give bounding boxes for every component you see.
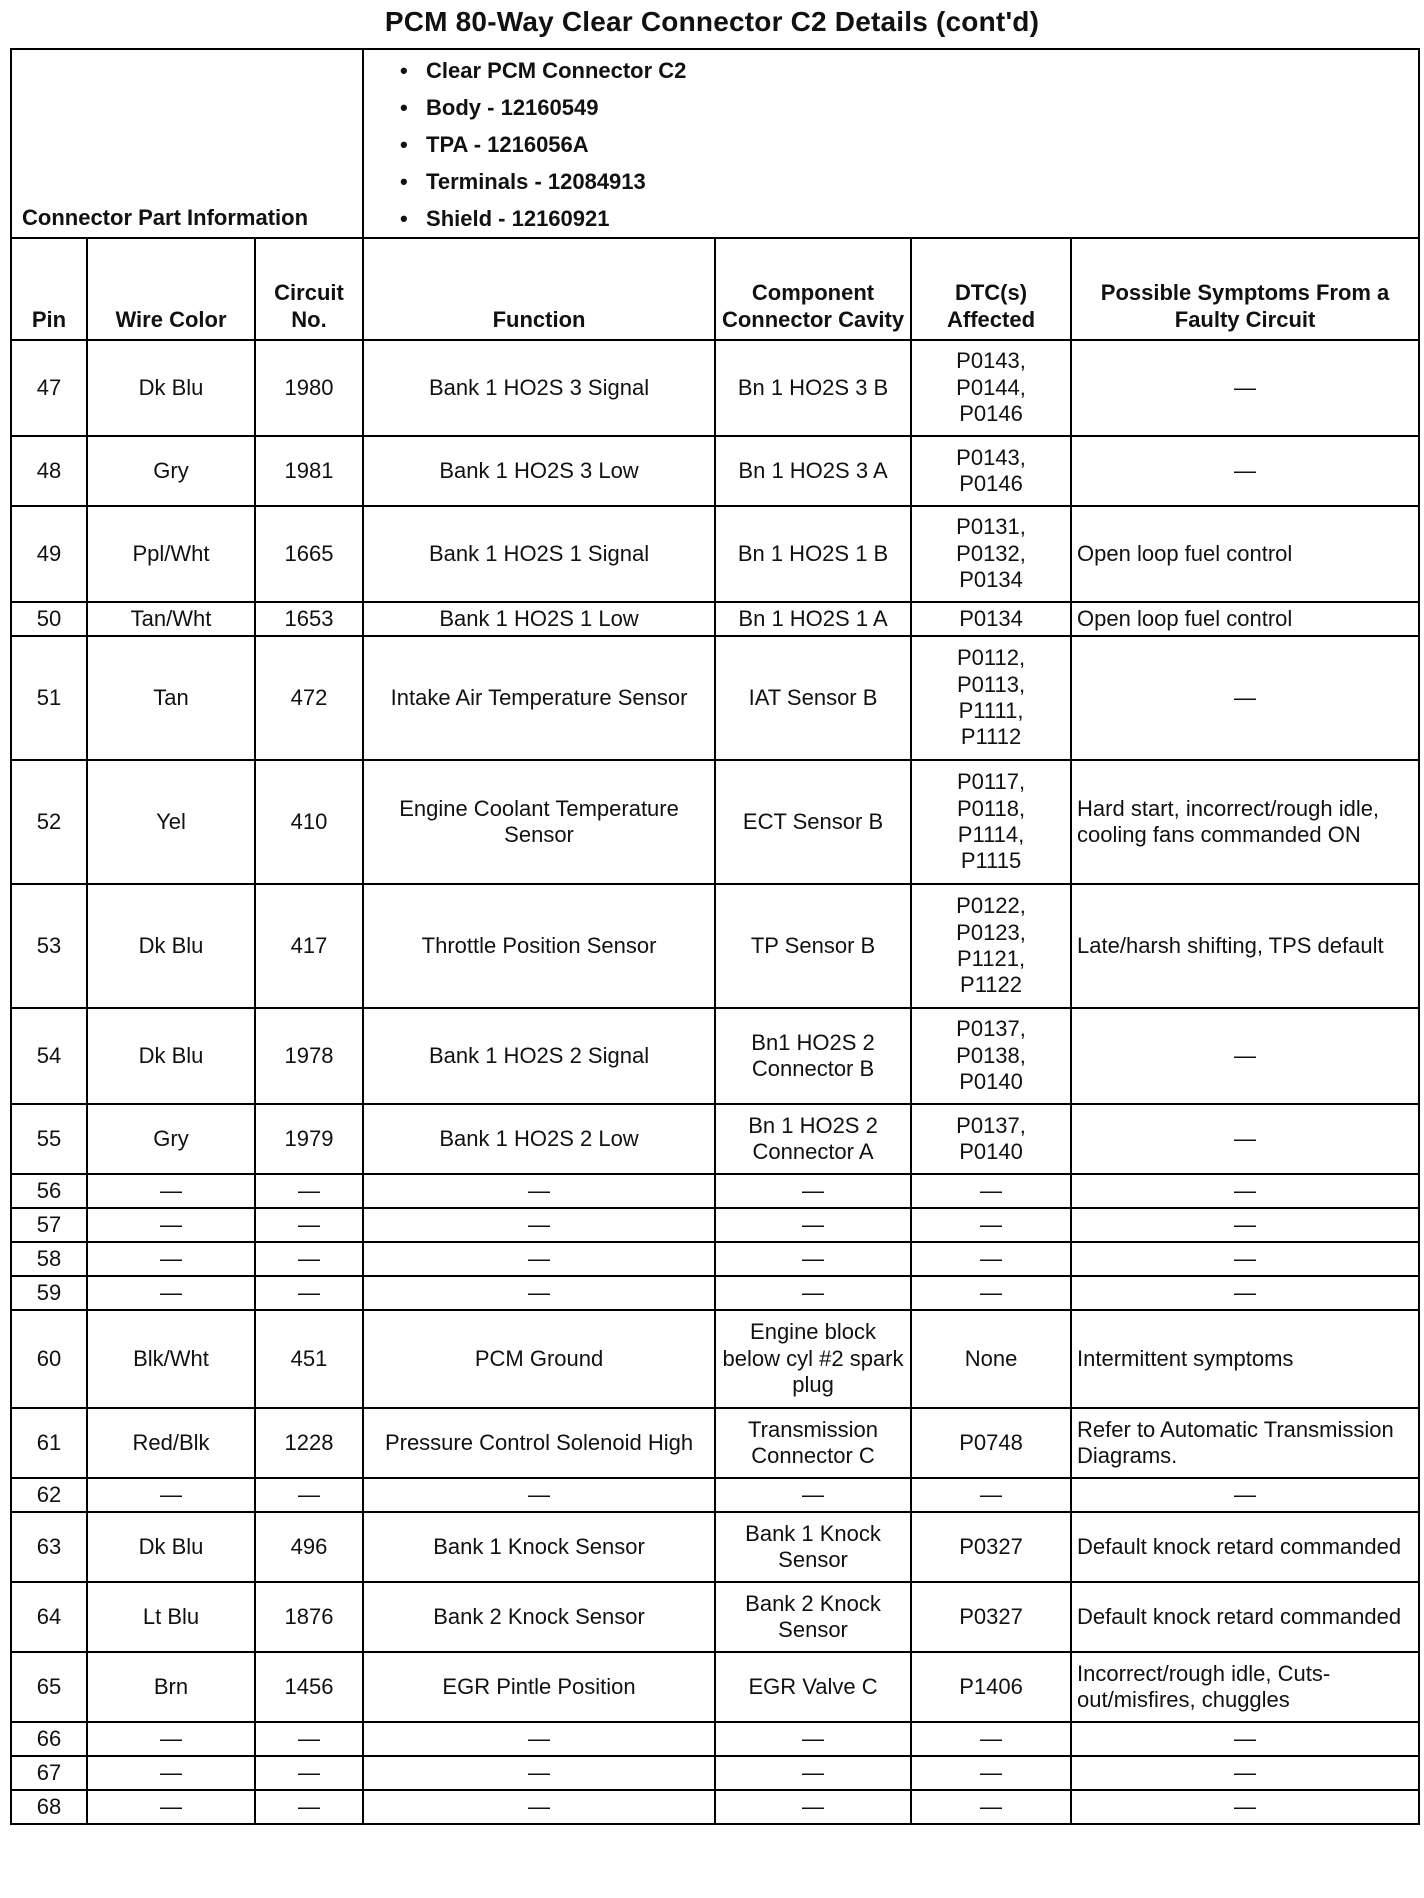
cell-pin: 55 — [11, 1104, 87, 1174]
cell-wire-color: Brn — [87, 1652, 255, 1722]
cell-symptoms: — — [1071, 1478, 1419, 1512]
connector-info-item: • Terminals - 12084913 — [400, 163, 1418, 200]
cell-function: — — [363, 1478, 715, 1512]
cell-pin: 48 — [11, 436, 87, 506]
cell-cavity: — — [715, 1722, 911, 1756]
cell-circuit-no: 1980 — [255, 340, 363, 436]
cell-pin: 59 — [11, 1276, 87, 1310]
dtc-code: — — [980, 1211, 1003, 1237]
table-row — [11, 1276, 1419, 1310]
connector-info-label: Connector Part Information — [11, 49, 363, 238]
cell-wire-color: Lt Blu — [87, 1582, 255, 1652]
dtc-code: P1112 — [960, 724, 1022, 750]
cell-pin: 53 — [11, 884, 87, 1008]
table-row — [11, 884, 1419, 1008]
cell-wire-color: — — [87, 1478, 255, 1512]
dtc-code: P0113, — [956, 671, 1026, 697]
cell-wire-color: — — [87, 1722, 255, 1756]
cell-wire-color: — — [87, 1174, 255, 1208]
cell-wire-color: Yel — [87, 760, 255, 884]
dtc-code: P0146 — [959, 471, 1023, 496]
cell-cavity: Engine block below cyl #2 spark plug — [715, 1310, 911, 1408]
cell-wire-color: — — [87, 1242, 255, 1276]
dtc-code: P0140 — [959, 1069, 1023, 1095]
cell-pin: 65 — [11, 1652, 87, 1722]
table-row — [11, 1478, 1419, 1512]
dtc-code: P0137, — [956, 1112, 1026, 1138]
header-symptoms: Possible Symptoms From a Faulty Circuit — [1071, 238, 1419, 340]
cell-circuit-no: — — [255, 1276, 363, 1310]
cell-dtc — [911, 1408, 1071, 1478]
cell-cavity: Bn 1 HO2S 3 B — [715, 340, 911, 436]
cell-pin: 61 — [11, 1408, 87, 1478]
cell-symptoms: Default knock retard commanded — [1071, 1582, 1419, 1652]
cell-dtc — [911, 1008, 1071, 1104]
cell-circuit-no: 1653 — [255, 602, 363, 636]
cell-dtc — [911, 340, 1071, 436]
cell-wire-color: Blk/Wht — [87, 1310, 255, 1408]
cell-symptoms: — — [1071, 1104, 1419, 1174]
cell-wire-color: Dk Blu — [87, 1512, 255, 1582]
cell-dtc — [911, 1722, 1071, 1756]
header-pin: Pin — [11, 238, 87, 340]
dtc-code: P0143, — [956, 444, 1026, 470]
dtc-code: P0140 — [959, 1139, 1023, 1164]
cell-symptoms: — — [1071, 1008, 1419, 1104]
table-header-row — [11, 238, 1419, 340]
connector-info-row — [11, 49, 1419, 238]
cell-cavity: EGR Valve C — [715, 1652, 911, 1722]
connector-table — [10, 48, 1420, 1825]
dtc-code: P0143, — [956, 348, 1026, 374]
cell-cavity: — — [715, 1208, 911, 1242]
cell-pin: 62 — [11, 1478, 87, 1512]
table-row — [11, 436, 1419, 506]
dtc-code: — — [980, 1245, 1003, 1271]
cell-function: — — [363, 1756, 715, 1790]
dtc-code: — — [980, 1793, 1003, 1819]
cell-dtc — [911, 1790, 1071, 1824]
table-row — [11, 1512, 1419, 1582]
cell-dtc — [911, 1174, 1071, 1208]
cell-cavity: — — [715, 1790, 911, 1824]
cell-pin: 51 — [11, 636, 87, 760]
cell-function: — — [363, 1174, 715, 1208]
cell-circuit-no: 451 — [255, 1310, 363, 1408]
table-row — [11, 1174, 1419, 1208]
cell-symptoms: — — [1071, 1756, 1419, 1790]
table-row — [11, 1208, 1419, 1242]
cell-circuit-no: — — [255, 1478, 363, 1512]
cell-function: Engine Coolant Temperature Sensor — [363, 760, 715, 884]
table-row — [11, 1310, 1419, 1408]
cell-pin: 64 — [11, 1582, 87, 1652]
dtc-code: P0146 — [959, 401, 1023, 427]
dtc-code: P0123, — [956, 919, 1026, 945]
cell-symptoms: — — [1071, 1174, 1419, 1208]
header-wire-color: Wire Color — [87, 238, 255, 340]
dtc-code: P0134 — [959, 605, 1023, 631]
cell-function: Bank 1 Knock Sensor — [363, 1512, 715, 1582]
dtc-code: P0131, — [956, 514, 1026, 540]
cell-symptoms: — — [1071, 1722, 1419, 1756]
cell-wire-color: Gry — [87, 436, 255, 506]
table-row — [11, 1242, 1419, 1276]
dtc-code: P0144, — [956, 374, 1026, 400]
cell-circuit-no: 1228 — [255, 1408, 363, 1478]
cell-cavity: Transmission Connector C — [715, 1408, 911, 1478]
cell-wire-color: Tan/Wht — [87, 602, 255, 636]
cell-symptoms: Default knock retard commanded — [1071, 1512, 1419, 1582]
cell-wire-color: Dk Blu — [87, 884, 255, 1008]
dtc-code: P1115 — [960, 848, 1022, 874]
connector-info-list — [363, 49, 1419, 238]
table-row — [11, 602, 1419, 636]
cell-cavity: Bn 1 HO2S 3 A — [715, 436, 911, 506]
dtc-code: P1406 — [959, 1673, 1023, 1699]
cell-circuit-no: 1876 — [255, 1582, 363, 1652]
dtc-code: P0118, — [956, 795, 1026, 821]
cell-circuit-no: 410 — [255, 760, 363, 884]
cell-symptoms: — — [1071, 436, 1419, 506]
cell-dtc — [911, 760, 1071, 884]
cell-wire-color: Dk Blu — [87, 1008, 255, 1104]
cell-dtc — [911, 1104, 1071, 1174]
dtc-code: P1122 — [960, 972, 1023, 998]
cell-cavity: — — [715, 1174, 911, 1208]
dtc-code: P0134 — [959, 567, 1023, 593]
cell-circuit-no: — — [255, 1756, 363, 1790]
dtc-code: P0137, — [956, 1016, 1026, 1042]
table-row — [11, 1722, 1419, 1756]
table-row — [11, 1008, 1419, 1104]
cell-wire-color: — — [87, 1276, 255, 1310]
cell-circuit-no: 1979 — [255, 1104, 363, 1174]
connector-info-item: • TPA - 1216056A — [400, 126, 1418, 163]
connector-info-item: • Shield - 12160921 — [400, 200, 1418, 237]
dtc-code: P0117, — [956, 769, 1026, 795]
cell-wire-color: Tan — [87, 636, 255, 760]
cell-symptoms: — — [1071, 1242, 1419, 1276]
cell-dtc — [911, 436, 1071, 506]
cell-pin: 63 — [11, 1512, 87, 1582]
cell-symptoms: Intermittent symptoms — [1071, 1310, 1419, 1408]
cell-cavity: Bank 1 Knock Sensor — [715, 1512, 911, 1582]
cell-dtc — [911, 636, 1071, 760]
cell-symptoms: — — [1071, 636, 1419, 760]
cell-function: Pressure Control Solenoid High — [363, 1408, 715, 1478]
cell-circuit-no: 1665 — [255, 506, 363, 602]
cell-function: Bank 1 HO2S 1 Signal — [363, 506, 715, 602]
cell-function: — — [363, 1242, 715, 1276]
cell-cavity: IAT Sensor B — [715, 636, 911, 760]
dtc-code: P0122, — [956, 893, 1026, 919]
dtc-code: P1114, — [957, 822, 1025, 847]
header-function: Function — [363, 238, 715, 340]
dtc-code: P1111, — [958, 698, 1024, 723]
cell-symptoms: Late/harsh shifting, TPS default — [1071, 884, 1419, 1008]
cell-cavity: TP Sensor B — [715, 884, 911, 1008]
cell-cavity: Bn1 HO2S 2 Connector B — [715, 1008, 911, 1104]
cell-function: Throttle Position Sensor — [363, 884, 715, 1008]
header-circuit-no: Circuit No. — [255, 238, 363, 340]
table-row — [11, 506, 1419, 602]
cell-symptoms: Open loop fuel control — [1071, 506, 1419, 602]
cell-symptoms: Hard start, incorrect/rough idle, cooling fans commanded ON — [1071, 760, 1419, 884]
cell-wire-color: Dk Blu — [87, 340, 255, 436]
cell-circuit-no: 1978 — [255, 1008, 363, 1104]
cell-cavity: ECT Sensor B — [715, 760, 911, 884]
cell-circuit-no: — — [255, 1722, 363, 1756]
cell-cavity: Bank 2 Knock Sensor — [715, 1582, 911, 1652]
cell-dtc — [911, 1756, 1071, 1790]
cell-circuit-no: — — [255, 1174, 363, 1208]
cell-function: Intake Air Temperature Sensor — [363, 636, 715, 760]
cell-symptoms: Open loop fuel control — [1071, 602, 1419, 636]
cell-cavity: Bn 1 HO2S 1 B — [715, 506, 911, 602]
cell-cavity: Bn 1 HO2S 2 Connector A — [715, 1104, 911, 1174]
cell-cavity: — — [715, 1756, 911, 1790]
cell-function: Bank 1 HO2S 2 Low — [363, 1104, 715, 1174]
dtc-code: — — [980, 1177, 1003, 1203]
cell-circuit-no: 417 — [255, 884, 363, 1008]
cell-wire-color: Red/Blk — [87, 1408, 255, 1478]
cell-function: Bank 1 HO2S 1 Low — [363, 602, 715, 636]
cell-wire-color: Ppl/Wht — [87, 506, 255, 602]
cell-cavity: Bn 1 HO2S 1 A — [715, 602, 911, 636]
dtc-code: — — [980, 1759, 1003, 1785]
cell-wire-color: — — [87, 1790, 255, 1824]
cell-pin: 57 — [11, 1208, 87, 1242]
dtc-code: P0327 — [959, 1603, 1023, 1629]
cell-function: Bank 1 HO2S 2 Signal — [363, 1008, 715, 1104]
cell-pin: 67 — [11, 1756, 87, 1790]
cell-circuit-no: 496 — [255, 1512, 363, 1582]
cell-dtc — [911, 1478, 1071, 1512]
table-row — [11, 636, 1419, 760]
cell-function: Bank 1 HO2S 3 Low — [363, 436, 715, 506]
cell-symptoms: — — [1071, 1208, 1419, 1242]
table-row — [11, 1408, 1419, 1478]
cell-pin: 52 — [11, 760, 87, 884]
cell-symptoms: — — [1071, 1790, 1419, 1824]
cell-function: EGR Pintle Position — [363, 1652, 715, 1722]
cell-dtc — [911, 602, 1071, 636]
dtc-code: P0327 — [959, 1533, 1023, 1559]
cell-dtc — [911, 1652, 1071, 1722]
cell-pin: 54 — [11, 1008, 87, 1104]
cell-function: Bank 1 HO2S 3 Signal — [363, 340, 715, 436]
table-row — [11, 1790, 1419, 1824]
cell-function: — — [363, 1790, 715, 1824]
table-row — [11, 340, 1419, 436]
cell-function: Bank 2 Knock Sensor — [363, 1582, 715, 1652]
cell-circuit-no: 1456 — [255, 1652, 363, 1722]
dtc-code: — — [980, 1481, 1003, 1507]
cell-symptoms: Refer to Automatic Transmission Diagrams. — [1071, 1408, 1419, 1478]
cell-pin: 58 — [11, 1242, 87, 1276]
cell-circuit-no: 1981 — [255, 436, 363, 506]
table-row — [11, 1582, 1419, 1652]
dtc-code: P0138, — [956, 1042, 1026, 1068]
cell-cavity: — — [715, 1478, 911, 1512]
cell-function: — — [363, 1208, 715, 1242]
cell-dtc — [911, 1310, 1071, 1408]
cell-function: — — [363, 1276, 715, 1310]
cell-dtc — [911, 884, 1071, 1008]
table-row — [11, 1756, 1419, 1790]
dtc-code: None — [964, 1345, 1018, 1371]
dtc-code: — — [980, 1279, 1003, 1305]
cell-dtc — [911, 506, 1071, 602]
cell-pin: 60 — [11, 1310, 87, 1408]
dtc-code: — — [980, 1725, 1003, 1751]
dtc-code: P1121, — [956, 946, 1026, 971]
dtc-code: P0112, — [956, 645, 1026, 671]
cell-dtc — [911, 1582, 1071, 1652]
cell-circuit-no: — — [255, 1242, 363, 1276]
page-title: PCM 80-Way Clear Connector C2 Details (cont'd) — [384, 6, 1040, 37]
connector-info-item: • Clear PCM Connector C2 — [400, 52, 1418, 89]
cell-cavity: — — [715, 1276, 911, 1310]
cell-pin: 66 — [11, 1722, 87, 1756]
connector-info-item: • Body - 12160549 — [400, 89, 1418, 126]
cell-dtc — [911, 1512, 1071, 1582]
header-dtc: DTC(s) Affected — [911, 238, 1071, 340]
cell-pin: 68 — [11, 1790, 87, 1824]
cell-function: PCM Ground — [363, 1310, 715, 1408]
cell-circuit-no: 472 — [255, 636, 363, 760]
cell-function: — — [363, 1722, 715, 1756]
table-row — [11, 1652, 1419, 1722]
cell-pin: 50 — [11, 602, 87, 636]
cell-pin: 49 — [11, 506, 87, 602]
cell-dtc — [911, 1242, 1071, 1276]
cell-wire-color: — — [87, 1208, 255, 1242]
dtc-code: P0748 — [959, 1429, 1023, 1455]
dtc-code: P0132, — [956, 540, 1026, 566]
table-row — [11, 760, 1419, 884]
cell-wire-color: — — [87, 1756, 255, 1790]
cell-symptoms: — — [1071, 340, 1419, 436]
cell-cavity: — — [715, 1242, 911, 1276]
table-row — [11, 1104, 1419, 1174]
header-cavity: Component Connector Cavity — [715, 238, 911, 340]
cell-symptoms: — — [1071, 1276, 1419, 1310]
cell-dtc — [911, 1276, 1071, 1310]
cell-pin: 47 — [11, 340, 87, 436]
cell-dtc — [911, 1208, 1071, 1242]
cell-circuit-no: — — [255, 1790, 363, 1824]
cell-circuit-no: — — [255, 1208, 363, 1242]
cell-wire-color: Gry — [87, 1104, 255, 1174]
cell-pin: 56 — [11, 1174, 87, 1208]
cell-symptoms: Incorrect/rough idle, Cuts-out/misfires, chuggles — [1071, 1652, 1419, 1722]
